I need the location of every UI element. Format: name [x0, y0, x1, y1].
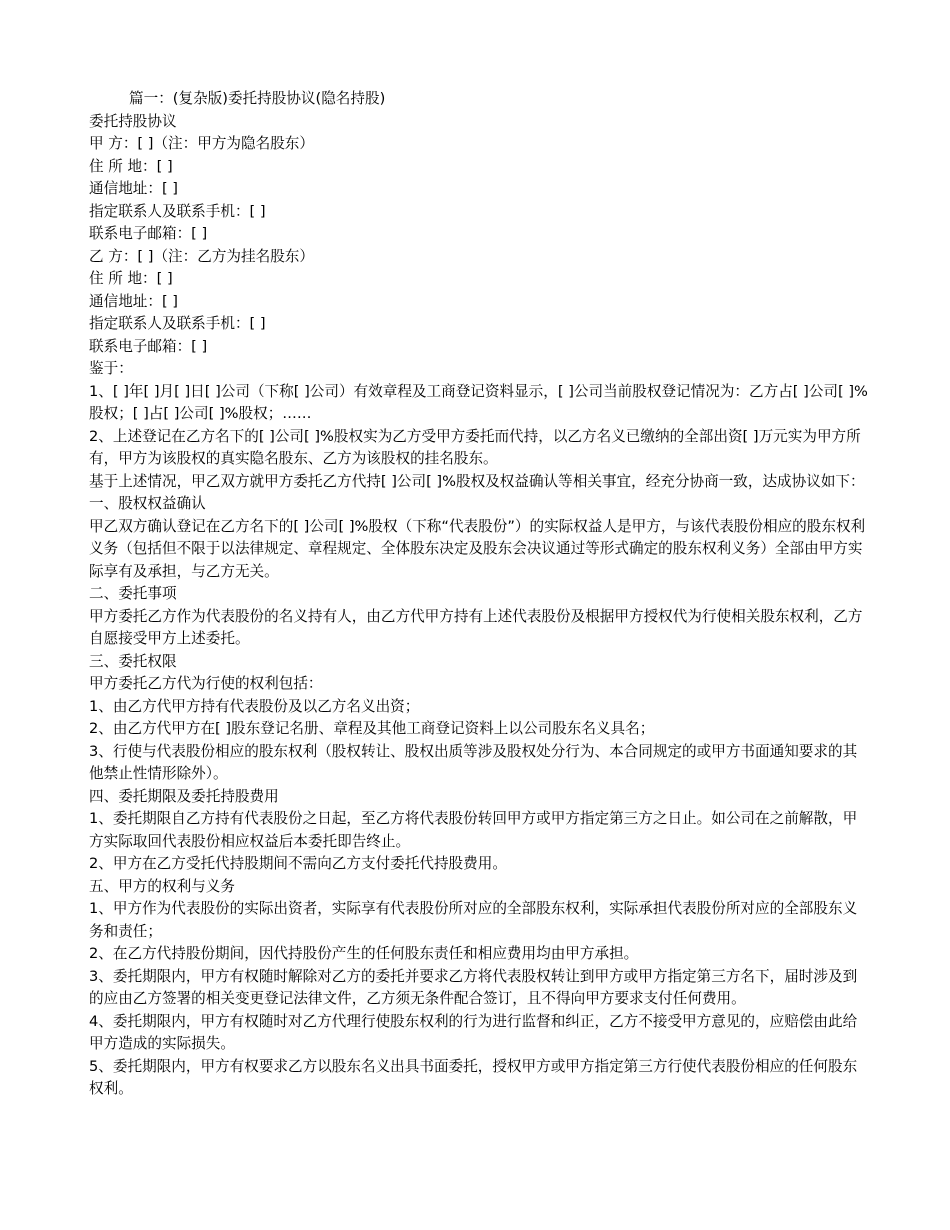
section-2-heading: 二、委托事项 [89, 585, 177, 602]
party-b-address: 住 所 地：[ ] [89, 270, 173, 287]
agreement-intro: 基于上述情况，甲乙双方就甲方委托乙方代持[ ]公司[ ]%股权及权益确认等相关事宜，经充分协商一致，达成协议如下： [89, 472, 865, 490]
party-b-email: 联系电子邮箱：[ ] [89, 337, 208, 355]
section-3-item-1: 1、由乙方代甲方持有代表股份及以乙方名义出资； [89, 697, 420, 715]
party-a-contact: 指定联系人及联系手机：[ ] [89, 202, 266, 220]
whereas-clause-1: 1、[ ]年[ ]月[ ]日[ ]公司（下称[ ]公司）有效章程及工商登记资料显示，[ ]公司当前股权登记情况为：乙方占[ ]公司[ ]%股权；[ ]占[ ]公司[ ]%股权；…… [89, 382, 868, 422]
document-title: 篇一：(复杂版)委托持股协议(隐名持股) [129, 90, 386, 107]
section-3-heading: 三、委托权限 [89, 652, 177, 670]
section-5-item-4: 4、委托期限内，甲方有权随时对乙方代理行使股东权利的行为进行监督和纠正，乙方不接受甲方意见的，应赔偿由此给甲方造成的实际损失。 [89, 1012, 858, 1052]
party-b-name: 乙 方：[ ]（注：乙方为挂名股东） [89, 247, 314, 265]
agreement-heading: 委托持股协议 [89, 112, 177, 130]
whereas-label: 鉴于： [89, 360, 133, 377]
section-5-item-5: 5、委托期限内，甲方有权要求乙方以股东名义出具书面委托，授权甲方或甲方指定第三方行使代表股份相应的任何股东权利。 [89, 1057, 858, 1097]
whereas-clause-2: 2、上述登记在乙方名下的[ ]公司[ ]%股权实为乙方受甲方委托而代持，以乙方名义已缴纳的全部出资[ ]万元实为甲方所有，甲方为该股权的真实隐名股东、乙方为该股权的挂名股东。 [89, 427, 861, 467]
section-1-body: 甲乙双方确认登记在乙方名下的[ ]公司[ ]%股权（下称“代表股份”）的实际权益人是甲方，与该代表股份相应的股东权利义务（包括但不限于以法律规定、章程规定、全体股东决定及股东会决议通过等形式确定的股东权利义务）全部由甲方实际享有及承担，与乙方无关。 [89, 517, 866, 580]
section-4-item-1: 1、委托期限自乙方持有代表股份之日起，至乙方将代表股份转回甲方或甲方指定第三方之日止。如公司在之前解散，甲方实际取回代表股份相应权益后本委托即告终止。 [89, 810, 858, 850]
section-3-item-3: 3、行使与代表股份相应的股东权利（股权转让、股权出质等涉及股权处分行为、本合同规定的或甲方书面通知要求的其他禁止性情形除外）。 [89, 742, 858, 782]
section-1-heading: 一、股权权益确认 [89, 495, 206, 512]
section-2-body: 甲方委托乙方作为代表股份的名义持有人，由乙方代甲方持有上述代表股份及根据甲方授权代为行使相关股东权利，乙方自愿接受甲方上述委托。 [89, 607, 863, 647]
section-5-item-1: 1、甲方作为代表股份的实际出资者，实际享有代表股份所对应的全部股东权利，实际承担代表股份所对应的全部股东义务和责任； [89, 900, 858, 940]
party-a-name: 甲 方：[ ]（注：甲方为隐名股东） [89, 135, 314, 152]
section-4-item-2: 2、甲方在乙方受托代持股期间不需向乙方支付委托代持股费用。 [89, 855, 507, 872]
section-5-item-3: 3、委托期限内，甲方有权随时解除对乙方的委托并要求乙方将代表股权转让到甲方或甲方指定第三方名下，届时涉及到的应由乙方签署的相关变更登记法律文件，乙方须无条件配合签订，且不得向甲方要求支付任何费用。 [89, 967, 858, 1007]
section-4-heading: 四、委托期限及委托持股费用 [89, 787, 279, 805]
section-3-intro: 甲方委托乙方代为行使的权利包括： [89, 675, 323, 692]
section-5-heading: 五、甲方的权利与义务 [89, 877, 235, 895]
document-page [89, 88, 869, 1101]
party-a-mail-address: 通信地址：[ ] [89, 180, 178, 197]
party-b-contact: 指定联系人及联系手机：[ ] [89, 315, 266, 332]
party-b-mail-address: 通信地址：[ ] [89, 292, 178, 310]
party-a-email: 联系电子邮箱：[ ] [89, 225, 208, 242]
party-a-address: 住 所 地：[ ] [89, 157, 173, 175]
section-3-item-2: 2、由乙方代甲方在[ ]股东登记名册、章程及其他工商登记资料上以公司股东名义具名； [89, 720, 655, 737]
section-5-item-2: 2、在乙方代持股份期间，因代持股份产生的任何股东责任和相应费用均由甲方承担。 [89, 945, 639, 962]
